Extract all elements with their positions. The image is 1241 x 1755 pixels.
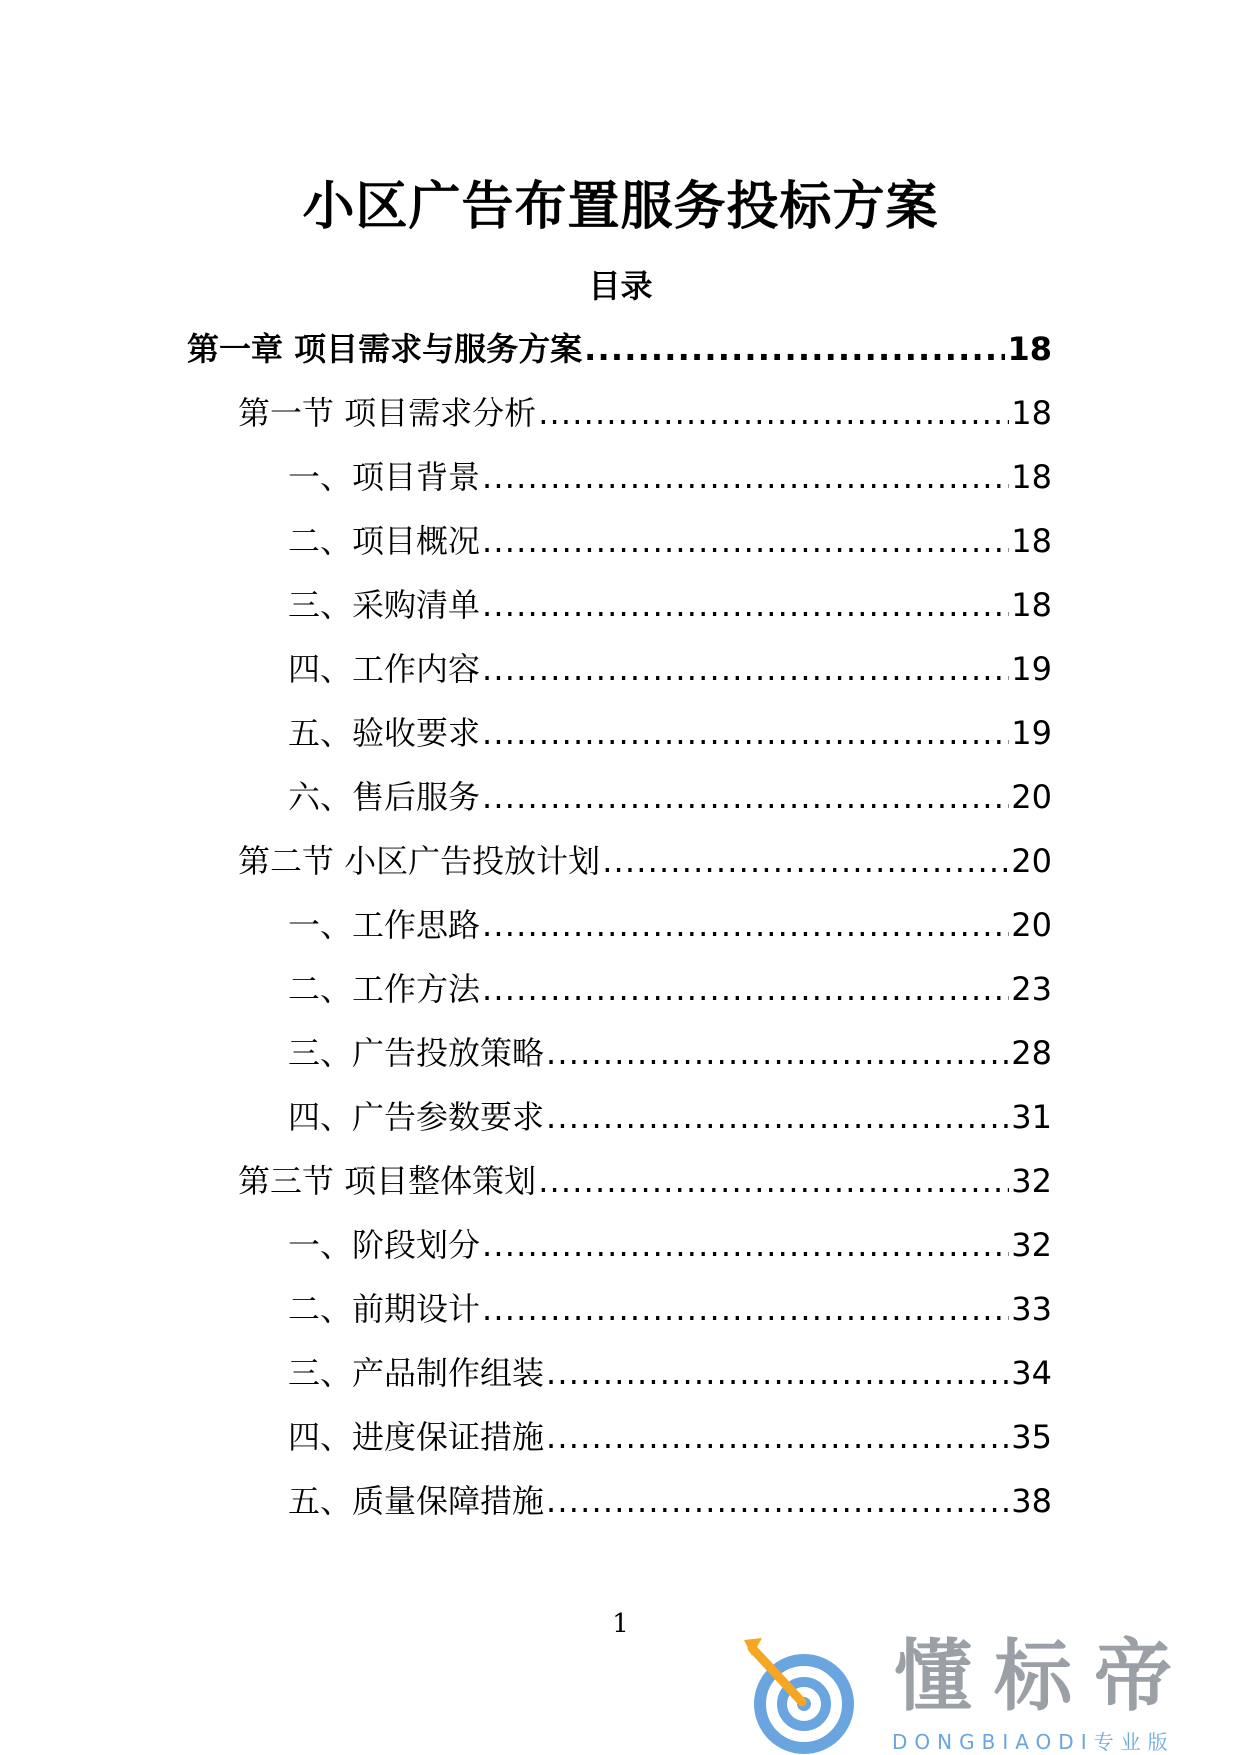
toc-leader-dots xyxy=(482,708,1009,758)
toc-leader-dots xyxy=(546,1348,1009,1398)
toc-entry[interactable] xyxy=(288,900,1052,950)
toc-entry-page: 18 xyxy=(1011,458,1052,496)
toc-entry-label: 六、售后服务 xyxy=(288,778,481,816)
toc-entry-page: 32 xyxy=(1011,1162,1052,1200)
toc-entry-page: 20 xyxy=(1011,842,1052,880)
toc-entry-label: 一、项目背景 xyxy=(288,458,481,496)
toc-entry[interactable] xyxy=(288,1476,1052,1526)
toc-leader-dots xyxy=(546,1412,1009,1462)
toc-entry-label: 三、采购清单 xyxy=(288,586,481,624)
toc-entry[interactable] xyxy=(288,1220,1052,1270)
toc-entry[interactable] xyxy=(288,1348,1052,1398)
toc-entry-label: 四、工作内容 xyxy=(288,650,481,688)
toc-entry[interactable] xyxy=(288,452,1052,502)
toc-entry-page: 20 xyxy=(1011,778,1052,816)
toc-entry-page: 19 xyxy=(1011,650,1052,688)
toc-entry-label: 二、前期设计 xyxy=(288,1290,481,1328)
toc-entry-page: 23 xyxy=(1011,970,1052,1008)
toc-entry-label: 三、广告投放策略 xyxy=(288,1034,545,1072)
toc-entry-label: 第三节 项目整体策划 xyxy=(238,1162,537,1200)
toc-entry-label: 四、进度保证措施 xyxy=(288,1418,545,1456)
toc-leader-dots xyxy=(482,772,1009,822)
toc-entry-label: 二、项目概况 xyxy=(288,522,481,560)
toc-leader-dots xyxy=(546,1028,1009,1078)
target-dart-icon xyxy=(742,1630,872,1754)
toc-entry-page: 18 xyxy=(1007,330,1052,368)
page-number: 1 xyxy=(612,1609,629,1639)
document-title: 小区广告布置服务投标方案 xyxy=(302,177,939,237)
toc-entry-page: 18 xyxy=(1011,522,1052,560)
toc-entry-label: 五、质量保障措施 xyxy=(288,1482,545,1520)
toc-entry[interactable] xyxy=(238,388,1052,438)
toc-entry-label: 第一节 项目需求分析 xyxy=(238,394,537,432)
toc-entry-label: 第一章 项目需求与服务方案 xyxy=(187,330,583,368)
toc-entry-label: 四、广告参数要求 xyxy=(288,1098,545,1136)
toc-entry[interactable] xyxy=(288,644,1052,694)
toc-leader-dots xyxy=(482,516,1009,566)
toc-entry-page: 32 xyxy=(1011,1226,1052,1264)
toc-entry-page: 35 xyxy=(1011,1418,1052,1456)
toc-entry-label: 一、工作思路 xyxy=(288,906,481,944)
toc-entry[interactable] xyxy=(288,964,1052,1014)
toc-entry-page: 19 xyxy=(1011,714,1052,752)
toc-entry-label: 五、验收要求 xyxy=(288,714,481,752)
toc-entry-page: 34 xyxy=(1011,1354,1052,1392)
toc-leader-dots xyxy=(538,1156,1009,1206)
toc-entry-label: 二、工作方法 xyxy=(288,970,481,1008)
toc-entry-label: 一、阶段划分 xyxy=(288,1226,481,1264)
toc-entry[interactable] xyxy=(288,1092,1052,1142)
toc-leader-dots xyxy=(482,1220,1009,1270)
toc-heading: 目录 xyxy=(588,267,653,305)
toc-entry[interactable] xyxy=(288,580,1052,630)
toc-entry-label: 第二节 小区广告投放计划 xyxy=(238,842,601,880)
toc-leader-dots xyxy=(482,1284,1009,1334)
toc-entry[interactable] xyxy=(288,1284,1052,1334)
toc-entry[interactable] xyxy=(288,772,1052,822)
toc-leader-dots xyxy=(482,580,1009,630)
toc-leader-dots xyxy=(482,964,1009,1014)
toc-leader-dots xyxy=(546,1092,1009,1142)
toc-entry-page: 33 xyxy=(1011,1290,1052,1328)
toc-entry[interactable] xyxy=(238,1156,1052,1206)
toc-entry-page: 31 xyxy=(1011,1098,1052,1136)
toc-entry[interactable] xyxy=(238,836,1052,886)
brand-wordmark: 懂标帝 xyxy=(894,1632,1195,1722)
toc-entry-page: 28 xyxy=(1011,1034,1052,1072)
brand-watermark xyxy=(742,1630,1222,1754)
toc-leader-dots xyxy=(602,836,1009,886)
toc-entry-page: 20 xyxy=(1011,906,1052,944)
toc-leader-dots xyxy=(546,1476,1009,1526)
toc-entry-label: 三、产品制作组装 xyxy=(288,1354,545,1392)
toc-entry-page: 18 xyxy=(1011,586,1052,624)
toc-leader-dots xyxy=(482,900,1009,950)
toc-leader-dots xyxy=(482,644,1009,694)
toc-leader-dots xyxy=(584,324,1005,374)
toc-entry[interactable] xyxy=(187,324,1052,374)
toc-entry[interactable] xyxy=(288,1412,1052,1462)
brand-subtitle: DONGBIAODI专业版 xyxy=(892,1730,1175,1754)
toc-entry[interactable] xyxy=(288,1028,1052,1078)
toc-entry[interactable] xyxy=(288,516,1052,566)
toc-entry-page: 18 xyxy=(1011,394,1052,432)
toc-entry-page: 38 xyxy=(1011,1482,1052,1520)
toc-leader-dots xyxy=(538,388,1009,438)
toc-entry[interactable] xyxy=(288,708,1052,758)
toc-leader-dots xyxy=(482,452,1009,502)
